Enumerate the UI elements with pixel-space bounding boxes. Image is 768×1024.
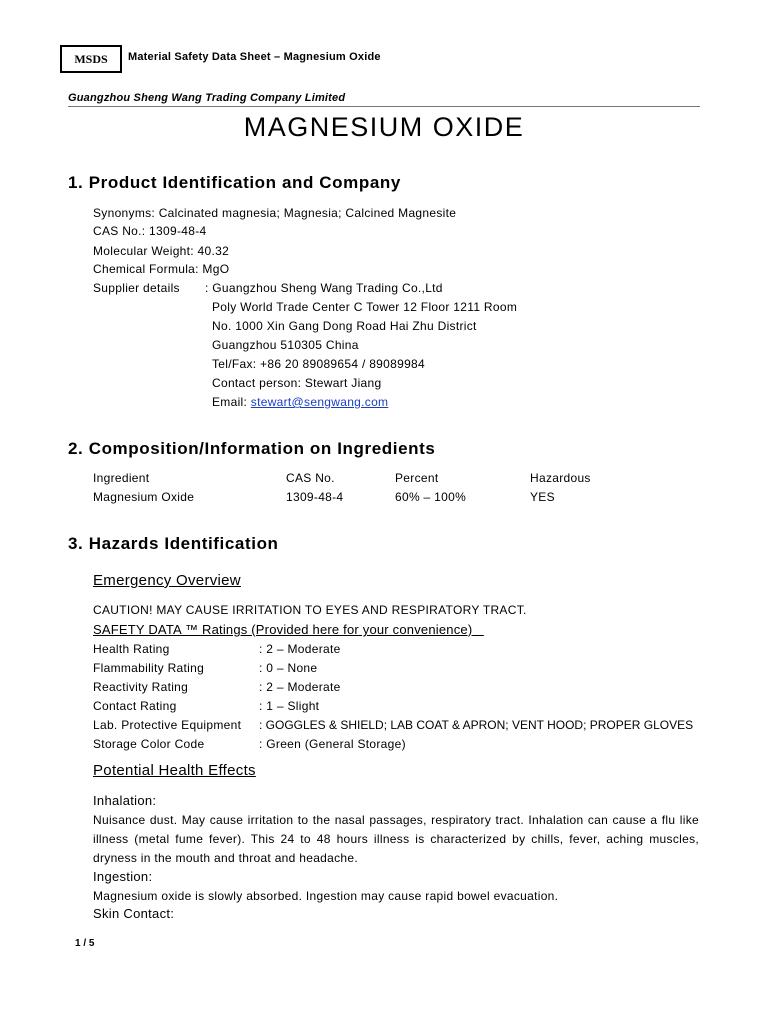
rating-label: Reactivity Rating bbox=[93, 680, 189, 694]
rating-label: Flammability Rating bbox=[93, 661, 205, 675]
rating-value: : 2 – Moderate bbox=[259, 642, 341, 656]
health-effects-heading: Potential Health Effects bbox=[93, 762, 256, 779]
molecular-weight: Molecular Weight: 40.32 bbox=[93, 244, 230, 258]
email-label: Email: bbox=[212, 395, 251, 409]
msds-badge: MSDS bbox=[60, 45, 122, 73]
section3-heading: 3. Hazards Identification bbox=[68, 534, 279, 553]
table-cell: Magnesium Oxide bbox=[93, 490, 195, 504]
supplier-line: Poly World Trade Center C Tower 12 Floor 1211 Room bbox=[212, 300, 518, 314]
section1-heading: 1. Product Identification and Company bbox=[68, 173, 401, 192]
table-cell: 1309-48-4 bbox=[286, 490, 344, 504]
table-header-percent: Percent bbox=[395, 471, 439, 485]
inhalation-heading: Inhalation: bbox=[93, 793, 157, 808]
header-rule bbox=[68, 106, 700, 107]
skin-contact-heading: Skin Contact: bbox=[93, 906, 175, 921]
rating-value: : 1 – Slight bbox=[259, 699, 320, 713]
table-cell: YES bbox=[530, 490, 555, 504]
ingestion-heading: Ingestion: bbox=[93, 869, 153, 884]
document-title: MAGNESIUM OXIDE bbox=[243, 112, 525, 142]
rating-label: Health Rating bbox=[93, 642, 170, 656]
rating-value: : Green (General Storage) bbox=[259, 737, 406, 751]
rating-label: Storage Color Code bbox=[93, 737, 205, 751]
table-header-ingredient: Ingredient bbox=[93, 471, 150, 485]
supplier-line: No. 1000 Xin Gang Dong Road Hai Zhu District bbox=[212, 319, 477, 333]
supplier-label: Supplier details bbox=[93, 281, 180, 295]
rating-value: : 0 – None bbox=[259, 661, 318, 675]
rating-label: Contact Rating bbox=[93, 699, 177, 713]
chemical-formula: Chemical Formula: MgO bbox=[93, 262, 230, 276]
ingestion-text: Magnesium oxide is slowly absorbed. Ingestion may cause rapid bowel evacuation. bbox=[93, 889, 559, 903]
rating-value: : 2 – Moderate bbox=[259, 680, 341, 694]
rating-value: : GOGGLES & SHIELD; LAB COAT & APRON; VENT HOOD; PROPER GLOVES bbox=[259, 718, 694, 732]
cas-number: CAS No.: 1309-48-4 bbox=[93, 224, 207, 238]
email-line bbox=[212, 395, 388, 409]
header-doc-title: Material Safety Data Sheet – Magnesium Oxide bbox=[128, 51, 381, 63]
table-header-cas: CAS No. bbox=[286, 471, 335, 485]
supplier-line: Tel/Fax: +86 20 89089654 / 89089984 bbox=[212, 357, 425, 371]
email-link[interactable]: stewart@sengwang.com bbox=[250, 395, 389, 409]
caution-text: CAUTION! MAY CAUSE IRRITATION TO EYES AND RESPIRATORY TRACT. bbox=[93, 603, 527, 617]
supplier-line: Contact person: Stewart Jiang bbox=[212, 376, 382, 390]
header-company: Guangzhou Sheng Wang Trading Company Limited bbox=[68, 92, 346, 104]
supplier-line: Guangzhou 510305 China bbox=[212, 338, 359, 352]
page-number: 1 / 5 bbox=[75, 938, 95, 949]
table-cell: 60% – 100% bbox=[395, 490, 467, 504]
inhalation-text: Nuisance dust. May cause irritation to the nasal passages, respiratory tract. Inhalation can cause a flu like illness (metal fume fever). This 24 to 48 hours illness is characterized by chills, fever, aching muscles, dryness in the mouth and throat and headache. bbox=[93, 813, 699, 865]
table-header-hazardous: Hazardous bbox=[530, 471, 591, 485]
emergency-overview-heading: Emergency Overview bbox=[93, 572, 241, 589]
safety-data-heading: SAFETY DATA ™ Ratings (Provided here for your convenience) bbox=[93, 622, 473, 637]
section2-heading: 2. Composition/Information on Ingredients bbox=[68, 439, 436, 458]
rating-label: Lab. Protective Equipment bbox=[93, 718, 242, 732]
synonyms: Synonyms: Calcinated magnesia; Magnesia; Calcined Magnesite bbox=[93, 206, 457, 220]
supplier-line: : Guangzhou Sheng Wang Trading Co.,Ltd bbox=[205, 281, 443, 295]
